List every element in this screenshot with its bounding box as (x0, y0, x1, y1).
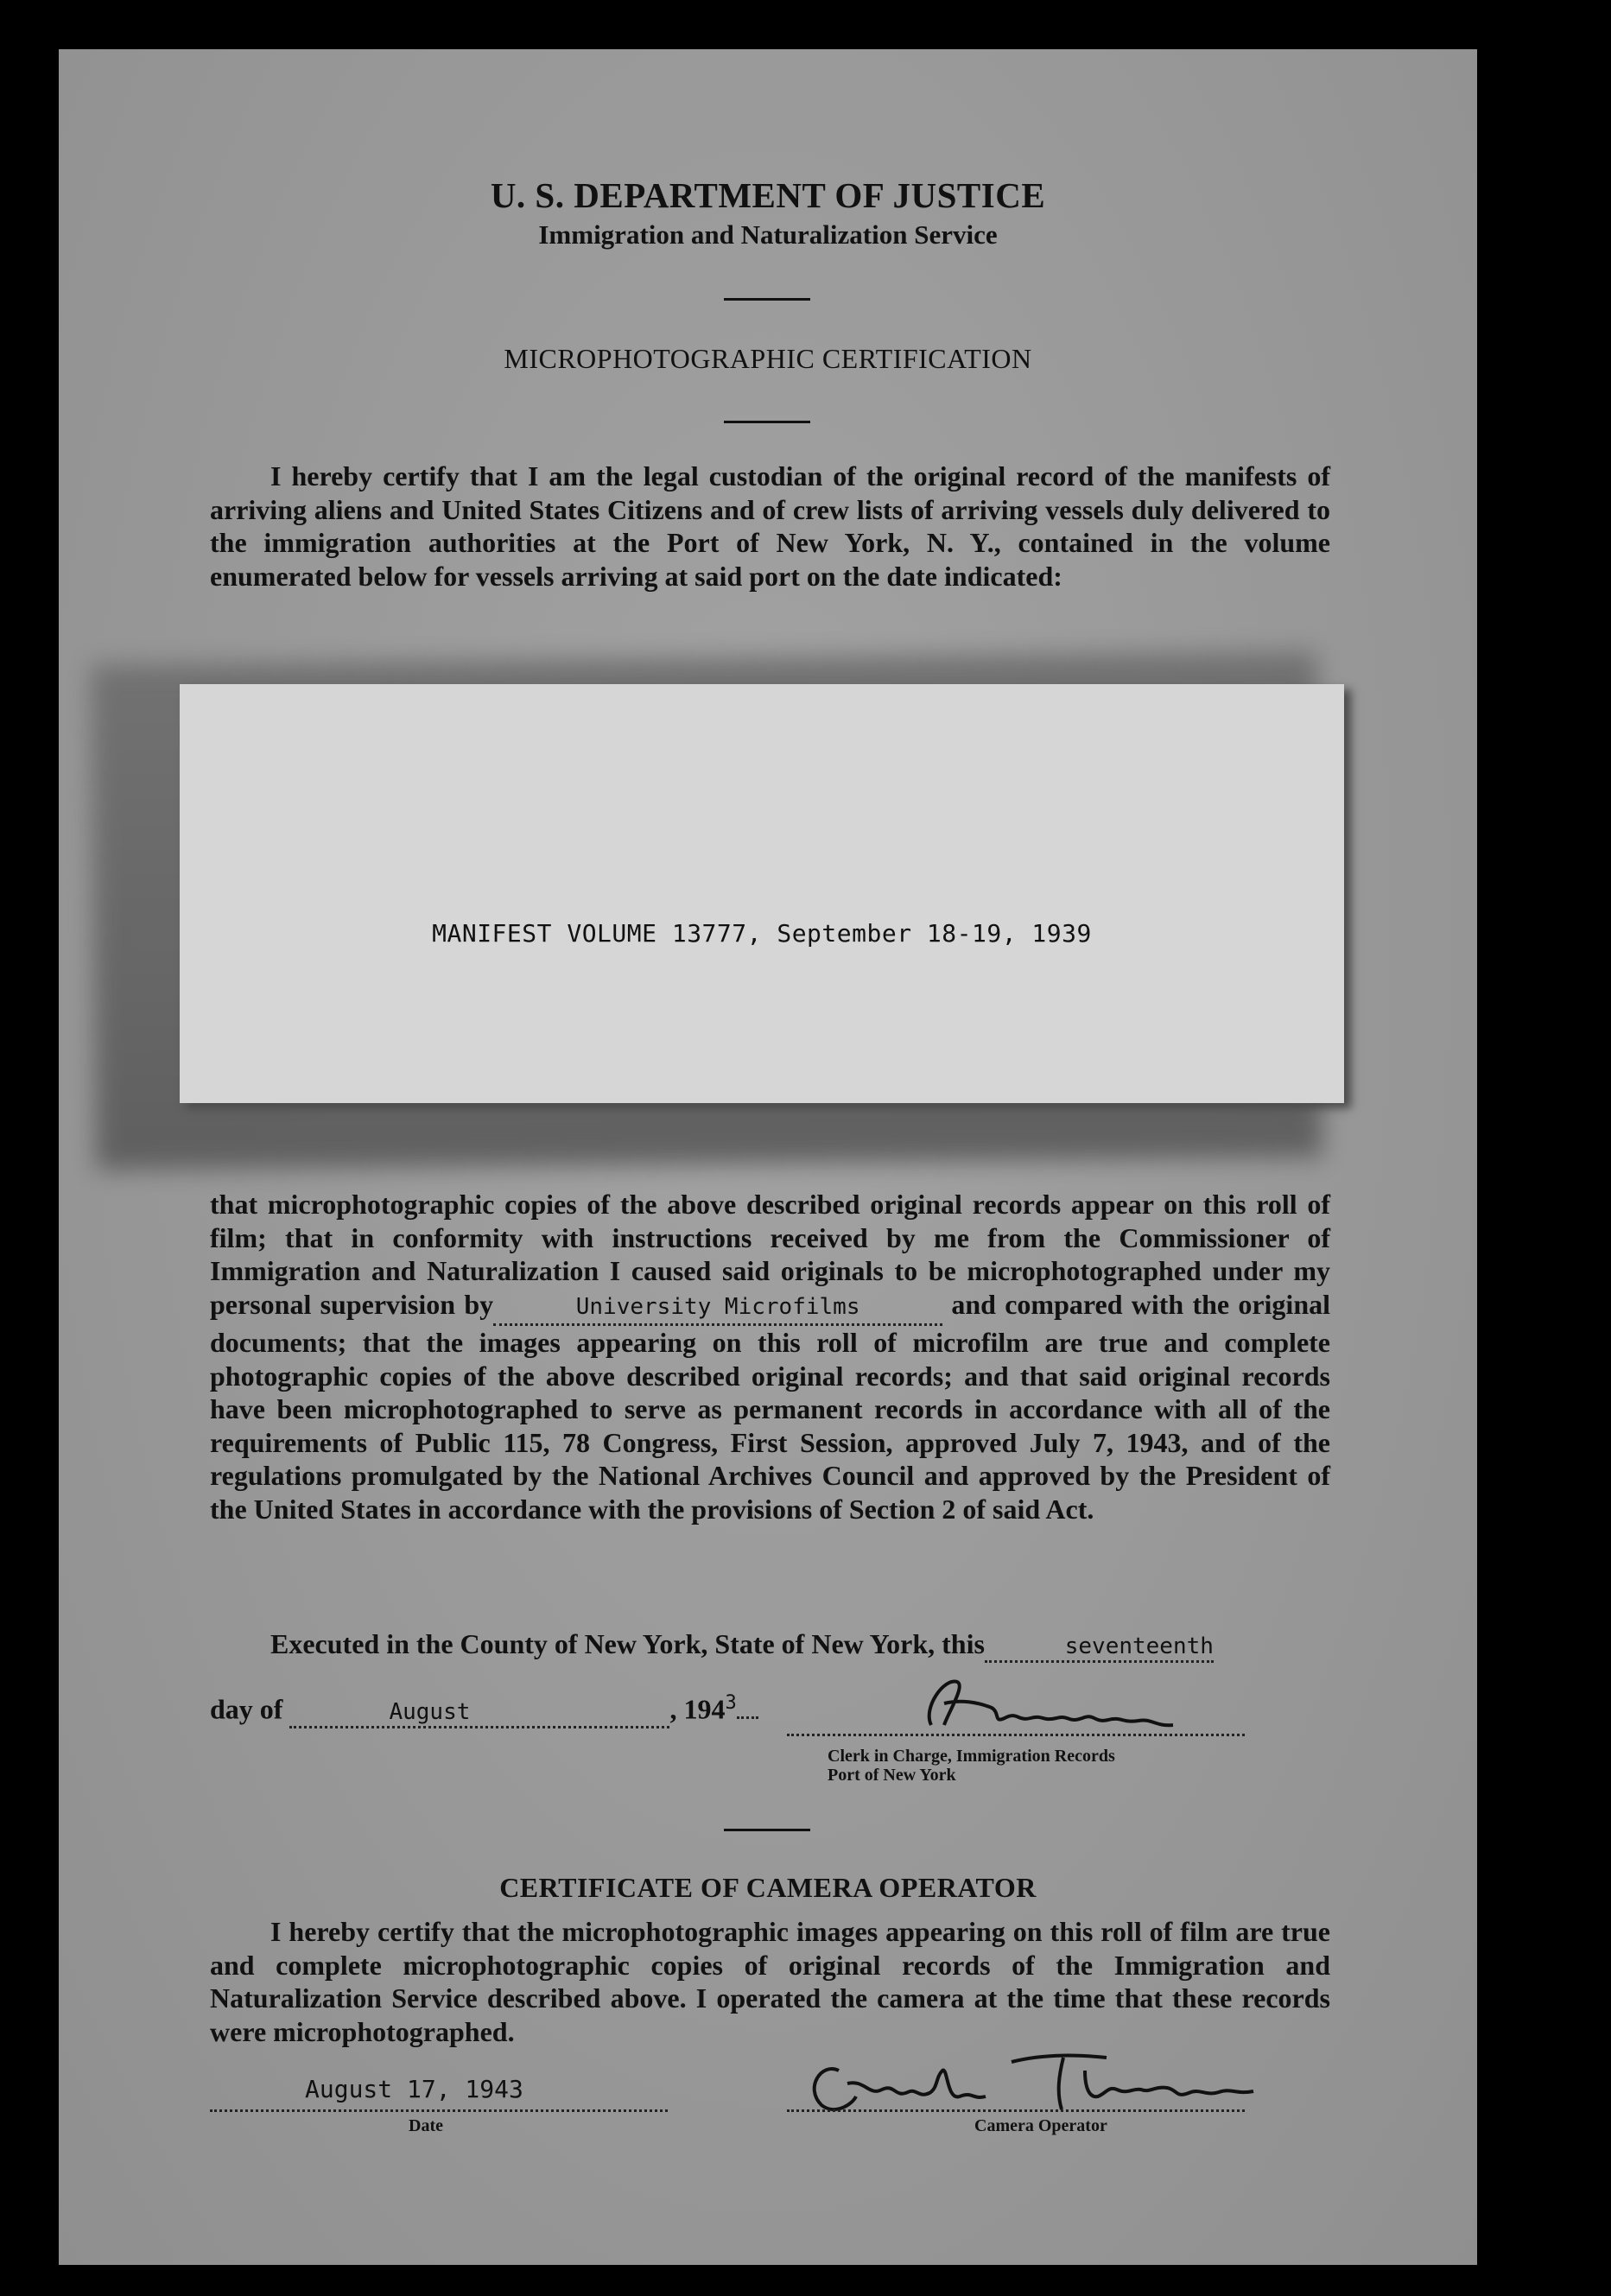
department-heading: U. S. DEPARTMENT OF JUSTICE (490, 175, 1046, 215)
filmed-by-field (493, 1288, 942, 1327)
manifest-slip (180, 684, 1344, 1103)
certification-paragraph (210, 1188, 1330, 1525)
certification-text-1: that microphotographic copies of the above described original records appear on this roll of film; that in conformity with instructions received by me from the Commissioner of Immigration and Naturalization I caused said originals to be microphotographed under my personal supervision by (210, 1189, 1330, 1320)
date-line (210, 2109, 668, 2112)
camera-certificate-paragraph: I hereby certify that the microphotographic images appearing on this roll of film are true and complete microphotographic copies of original records of the Immigration and Naturalization Service described above. I operated the camera at the time that these records were microphotographed. (210, 1916, 1330, 2047)
clerk-signature (897, 1673, 1190, 1742)
date-label: Date (409, 2116, 443, 2135)
clerk-signature-line (787, 1734, 1245, 1736)
day-of-line (210, 1692, 758, 1728)
execution-line (270, 1628, 1214, 1663)
year-prefix: , 194 (669, 1693, 726, 1725)
filmed-by-value: University Microfilms (575, 1293, 860, 1320)
execution-prefix: Executed in the County of New York, State of New York, this (270, 1628, 985, 1659)
day-of-label: day of (210, 1693, 283, 1725)
month-value: August (389, 1698, 471, 1725)
camera-operator-line (787, 2109, 1245, 2112)
clerk-title-line2: Port of New York (828, 1766, 956, 1785)
manifest-volume-text: MANIFEST VOLUME 13777, September 18-19, 1939 (432, 919, 1092, 948)
clerk-title-line1: Clerk in Charge, Immigration Records (828, 1747, 1115, 1766)
service-subheading: Immigration and Naturalization Service (538, 219, 998, 250)
divider-rule (724, 1829, 810, 1831)
document-title: MICROPHOTOGRAPHIC CERTIFICATION (504, 343, 1032, 374)
day-ordinal-value: seventeenth (1064, 1633, 1214, 1659)
clerk-title (828, 1747, 1115, 1785)
custodian-paragraph: I hereby certify that I am the legal custodian of the original record of the manifests of arriving aliens and United States Citizens and of crew lists of arriving vessels duly delivered to the immigration authorities at the Port of New York, N. Y., contained in the volume enumerated below for vessels arriving at said port on the date indicated: (210, 460, 1330, 592)
camera-operator-label: Camera Operator (974, 2116, 1107, 2135)
day-field (985, 1628, 1214, 1663)
divider-rule (724, 421, 810, 423)
camera-certificate-title: CERTIFICATE OF CAMERA OPERATOR (499, 1872, 1037, 1903)
date-value: August 17, 1943 (305, 2075, 523, 2103)
divider-rule (724, 298, 810, 301)
certification-text-2: and compared with the original documents; that the images appearing on this roll of microfilm are true and complete photographic copies of the above described original records; and that said original records have been microphotographed to serve as permanent records in accordance with all of the requirements of Public 115, 78 Congress, First Session, approved July 7, 1943, and of the regulations promulgated by the National Archives Council and approved by the President of the United States in accordance with the provisions of Section 2 of said Act. (210, 1288, 1331, 1525)
year-dots (737, 1716, 758, 1719)
year-digit: 3 (725, 1692, 737, 1714)
month-field (289, 1694, 669, 1728)
certificate-page (59, 49, 1477, 2265)
